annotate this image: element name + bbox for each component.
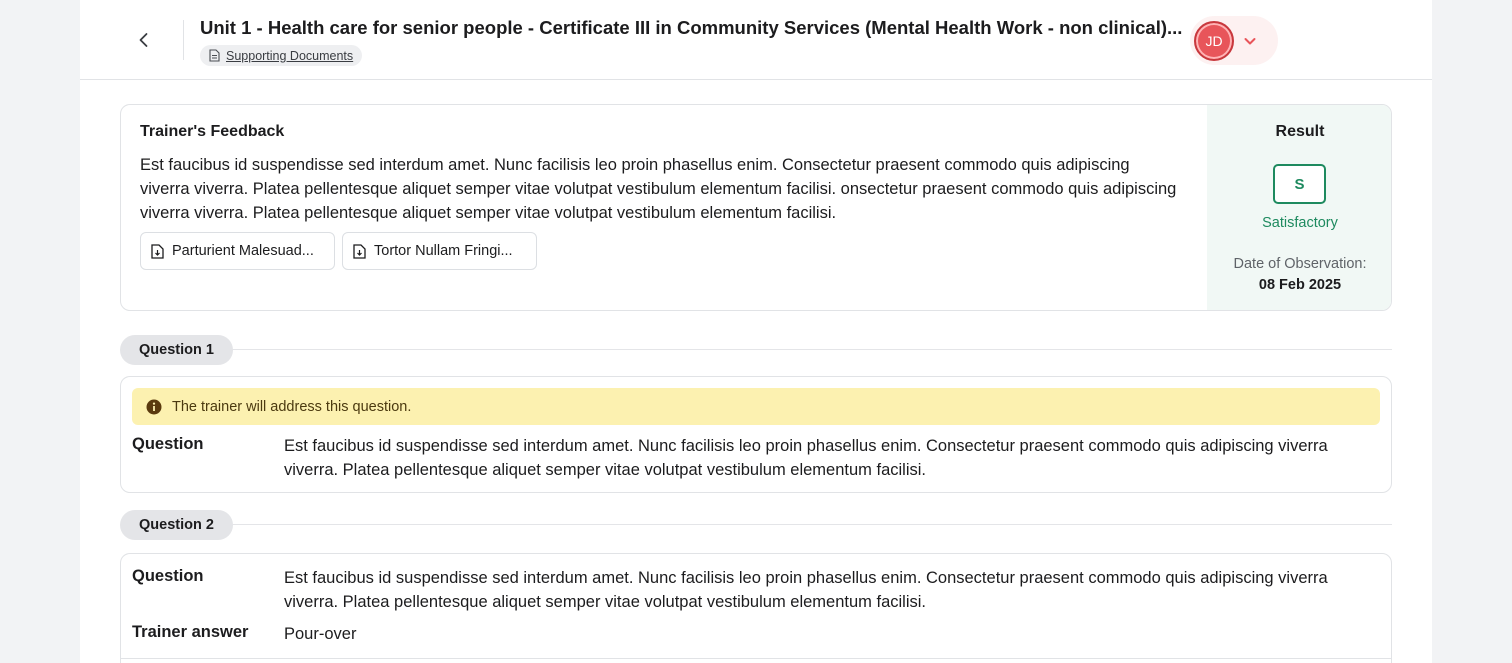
question-label: Question (132, 435, 204, 453)
question-1-card (120, 376, 1392, 493)
supporting-documents-link[interactable] (200, 45, 362, 66)
question-2-card (120, 553, 1392, 663)
attachment-button[interactable] (342, 232, 537, 270)
header-divider (183, 20, 184, 60)
result-panel (1207, 105, 1392, 311)
header (80, 0, 1432, 80)
back-button[interactable] (128, 24, 160, 56)
info-icon (146, 399, 162, 415)
section-divider (232, 524, 1392, 525)
trainer-answer-text: Pour-over (284, 625, 357, 643)
question-text: Est faucibus id suspendisse sed interdum amet. Nunc facilisis leo proin phasellus enim. Consectetur praesent commodo quis adipiscing viverra viverra. Platea pellentesque aliquet semper vitae volutpat vestibulum elementum facilisi. (284, 437, 1328, 479)
chevron-left-icon (136, 32, 152, 48)
question-1-pill: Question 1 (120, 335, 233, 365)
feedback-title: Trainer's Feedback (140, 123, 285, 140)
observation-date-label: Date of Observation: (1233, 256, 1367, 272)
result-code-badge: S (1273, 164, 1326, 204)
result-title: Result (1275, 123, 1325, 140)
page (80, 0, 1432, 663)
file-download-icon (151, 244, 164, 259)
chevron-down-icon (1242, 33, 1258, 49)
page-title: Unit 1 - Health care for senior people - Certificate III in Community Services (Mental Health Work - non clinical)... (200, 17, 1183, 38)
attachment-name: Parturient Malesuad... (172, 243, 314, 259)
supporting-documents-label: Supporting Documents (226, 48, 354, 63)
attachment-button[interactable] (140, 232, 335, 270)
trainer-answer-label: Trainer answer (132, 623, 249, 641)
document-icon (209, 49, 220, 62)
question-text: Est faucibus id suspendisse sed interdum amet. Nunc facilisis leo proin phasellus enim. Consectetur praesent commodo quis adipiscing viverra viverra. Platea pellentesque aliquet semper vitae volutpat vestibulum elementum facilisi. (284, 569, 1328, 611)
trainer-feedback-card (120, 104, 1392, 311)
feedback-text: Est faucibus id suspendisse sed interdum amet. Nunc facilisis leo proin phasellus enim. Consectetur praesent commodo quis adipiscing viverra viverra. Platea pellentesque aliquet semper vitae volutpat vestibulum elementum facilisi. onsectetur praesent commodo quis adipiscing viverra viverra. Platea pellentesque aliquet semper vitae volutpat vestibulum elementum facilisi. (140, 156, 1177, 222)
question-label: Question (132, 567, 204, 585)
alert-text: The trainer will address this question. (172, 398, 412, 415)
user-menu[interactable] (1190, 16, 1278, 65)
result-label: Satisfactory (1262, 215, 1338, 231)
avatar: JD (1194, 21, 1234, 61)
observation-date: 08 Feb 2025 (1258, 277, 1342, 293)
file-download-icon (353, 244, 366, 259)
row-divider (121, 658, 1391, 659)
section-divider (232, 349, 1392, 350)
attachment-name: Tortor Nullam Fringi... (374, 243, 513, 259)
question-2-pill: Question 2 (120, 510, 233, 540)
trainer-alert (132, 388, 1380, 425)
